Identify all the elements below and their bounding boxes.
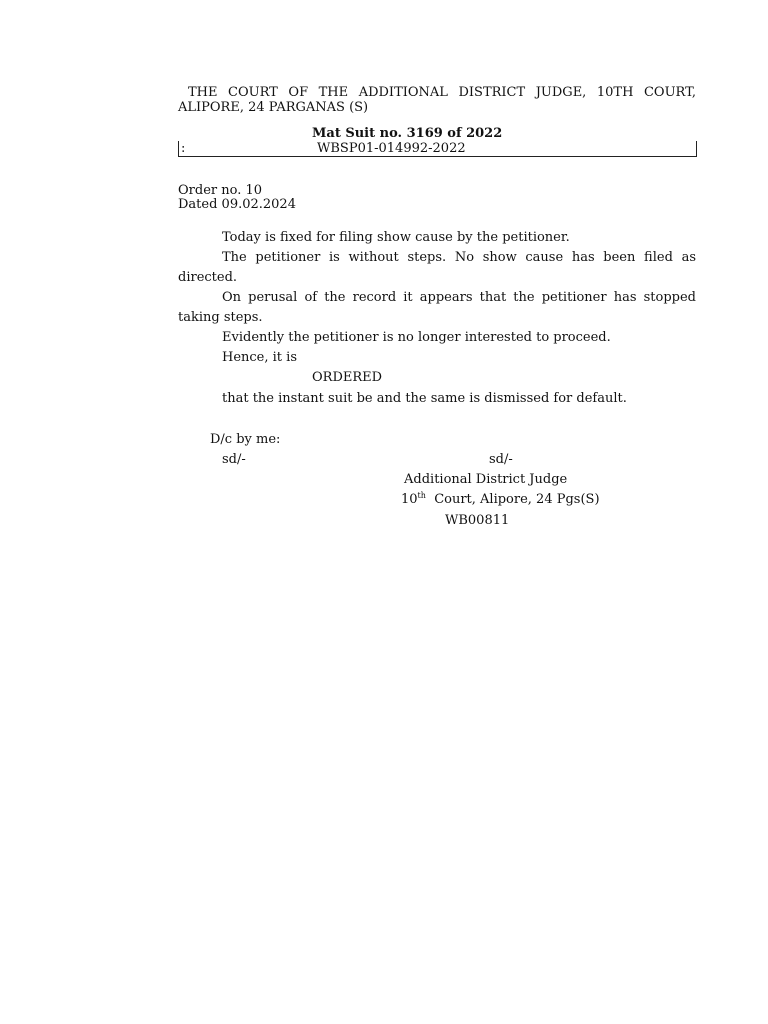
paragraph-6: that the instant suit be and the same is dismissed for default. xyxy=(222,391,627,406)
signature-right: sd/- xyxy=(489,452,513,467)
court-number: 10 xyxy=(401,492,418,507)
paragraph-3-line2: taking steps. xyxy=(178,310,263,325)
court-number-suffix: th xyxy=(417,491,426,500)
paragraph-5: Hence, it is xyxy=(222,350,297,365)
judge-court xyxy=(401,492,600,507)
paragraph-4: Evidently the petitioner is no longer interested to proceed. xyxy=(222,330,611,345)
court-heading xyxy=(178,85,696,115)
paragraph-2-line1: The petitioner is without steps. No show cause has been filed as xyxy=(222,250,696,265)
paragraph-1: Today is fixed for filing show cause by the petitioner. xyxy=(222,230,570,245)
order-number: Order no. 10 xyxy=(178,183,263,198)
judge-designation: Additional District Judge xyxy=(404,472,568,487)
case-colon: : xyxy=(181,141,186,156)
judge-code: WB00811 xyxy=(445,513,510,528)
ordered-heading: ORDERED xyxy=(312,370,383,385)
case-cnr-number: WBSP01-014992-2022 xyxy=(317,141,466,156)
court-location: Court, Alipore, 24 Pgs(S) xyxy=(434,492,600,507)
paragraph-2 xyxy=(178,248,696,288)
paragraph-3 xyxy=(178,288,696,328)
paragraph-3-line1: On perusal of the record it appears that the petitioner has stopped xyxy=(222,290,696,305)
dictated-by-label: D/c by me: xyxy=(210,432,281,447)
order-date: Dated 09.02.2024 xyxy=(178,197,296,212)
suit-title: Mat Suit no. 3169 of 2022 xyxy=(312,126,503,141)
signature-left: sd/- xyxy=(222,452,246,467)
paragraph-2-line2: directed. xyxy=(178,270,238,285)
court-heading-line1: THE COURT OF THE ADDITIONAL DISTRICT JUDGE, 10TH COURT, xyxy=(188,85,696,100)
court-heading-line2: ALIPORE, 24 PARGANAS (S) xyxy=(178,100,369,115)
case-number-box xyxy=(178,141,697,157)
